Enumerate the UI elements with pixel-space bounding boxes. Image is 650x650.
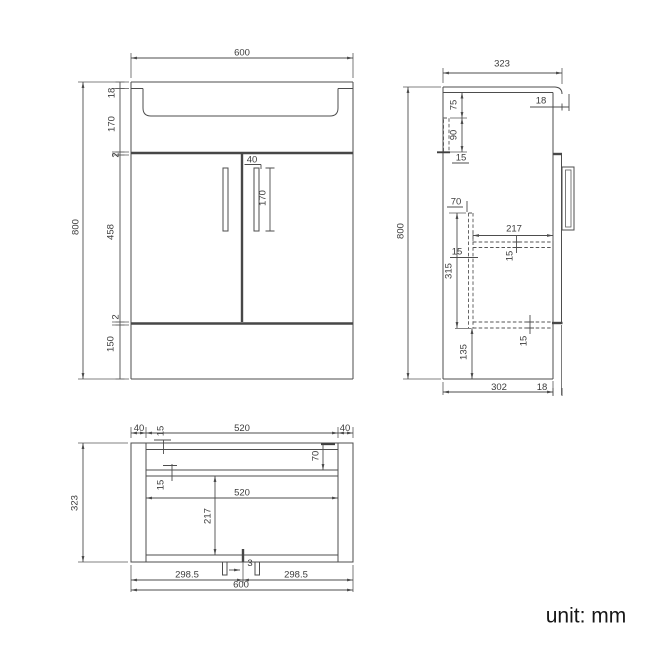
plan-view bbox=[70, 423, 353, 592]
plan-outline bbox=[131, 443, 353, 575]
dim-side-rail-height: 90 bbox=[448, 129, 460, 141]
dim-side-overall-height: 800 bbox=[395, 223, 407, 239]
dim-front-handle-length: 170 bbox=[257, 190, 269, 206]
dim-plan-opening-width: 520 bbox=[234, 423, 250, 435]
plan-left-handle bbox=[223, 562, 228, 575]
unit-note: unit: mm bbox=[545, 604, 627, 628]
dim-side-door-thickness: 18 bbox=[536, 382, 548, 394]
dim-plan-left-side: 40 bbox=[133, 423, 145, 435]
dim-front-counter-thickness: 18 bbox=[106, 87, 118, 99]
dim-plan-right-door: 298.5 bbox=[284, 569, 308, 581]
dim-plan-overall-depth: 323 bbox=[69, 495, 81, 511]
side-handle-inner bbox=[566, 170, 572, 227]
dim-side-divider-offset: 70 bbox=[450, 196, 462, 208]
dim-side-divider-thickness: 15 bbox=[451, 246, 463, 258]
side-handle-outer bbox=[562, 167, 574, 230]
dim-side-overall-depth: 323 bbox=[494, 58, 510, 70]
dim-plan-rail-depth: 70 bbox=[310, 450, 322, 462]
side-view bbox=[396, 59, 574, 396]
dim-plan-back-panel: 15 bbox=[155, 425, 167, 437]
dim-side-rail-offset: 75 bbox=[448, 99, 460, 111]
dim-side-shelf-thickness: 15 bbox=[504, 250, 516, 262]
dim-side-bottom-shelf-thickness: 15 bbox=[518, 335, 530, 347]
front-view bbox=[71, 48, 353, 379]
dim-side-rail-thickness: 15 bbox=[455, 152, 467, 164]
dim-front-gap-top: 2 bbox=[110, 152, 122, 158]
dim-front-overall-width: 600 bbox=[234, 47, 250, 59]
dim-plan-inner-depth: 217 bbox=[202, 508, 214, 524]
front-dimensions bbox=[71, 48, 353, 379]
basin-bowl-outline bbox=[143, 89, 338, 117]
left-door-handle bbox=[223, 168, 228, 231]
side-panels bbox=[146, 443, 338, 562]
dim-front-plinth-height: 150 bbox=[105, 336, 117, 352]
dim-front-gap-bottom: 2 bbox=[110, 314, 122, 320]
dim-side-bottom-clearance: 135 bbox=[458, 344, 470, 360]
dim-front-door-height: 458 bbox=[105, 224, 117, 240]
dim-plan-door-gap: 3 bbox=[247, 558, 253, 570]
shelf-hidden bbox=[473, 242, 553, 248]
plan-right-handle bbox=[255, 562, 260, 575]
dim-plan-overall-width: 600 bbox=[233, 579, 249, 591]
dim-front-handle-offset: 40 bbox=[246, 154, 258, 166]
divider-hidden bbox=[469, 213, 474, 328]
side-dimensions bbox=[396, 59, 569, 396]
dim-front-basin-height: 170 bbox=[106, 116, 118, 132]
dim-front-overall-height: 800 bbox=[70, 219, 82, 235]
front-outline bbox=[131, 82, 353, 379]
dim-plan-inner-width: 520 bbox=[234, 487, 250, 499]
dim-side-carcass-depth: 302 bbox=[491, 382, 507, 394]
bottom-shelf-hidden bbox=[473, 322, 553, 328]
dim-side-shelf-depth: 217 bbox=[506, 223, 522, 235]
dim-side-front-overhang: 18 bbox=[535, 95, 547, 107]
dim-side-divider-height: 315 bbox=[443, 263, 455, 279]
dim-plan-panel-thickness: 15 bbox=[155, 479, 167, 491]
dim-plan-left-door: 298.5 bbox=[175, 569, 199, 581]
plan-dimensions bbox=[70, 423, 353, 592]
dim-plan-right-side: 40 bbox=[339, 423, 351, 435]
